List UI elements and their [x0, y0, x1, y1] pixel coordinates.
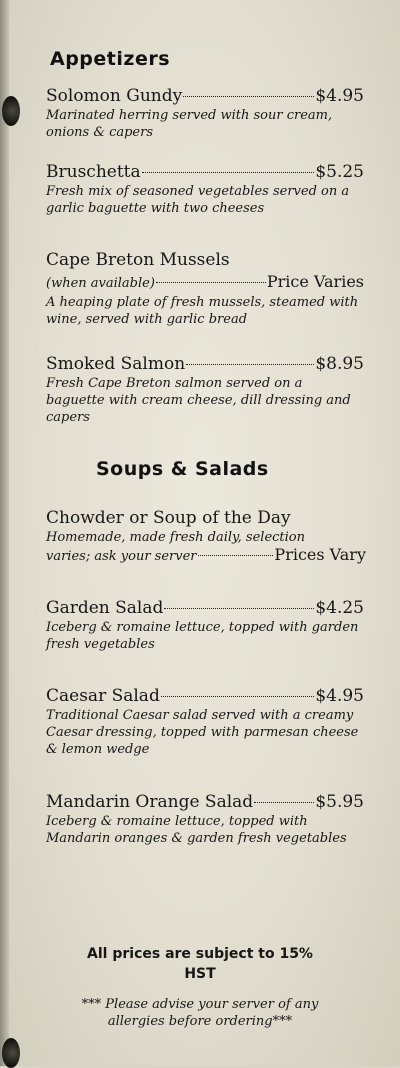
dot-leader [161, 696, 314, 697]
item-price: Price Varies [266, 272, 364, 291]
menu-item-garden-salad [46, 598, 364, 653]
item-name: Garden Salad [46, 598, 164, 618]
item-name: Caesar Salad [46, 686, 160, 706]
section-heading-appetizers: Appetizers [50, 48, 171, 70]
item-description: Fresh mix of seasoned vegetables served on a garlic baguette with two cheeses [46, 184, 350, 216]
item-note: varies; ask your server [46, 549, 197, 564]
menu-item-caesar-salad [46, 686, 364, 758]
menu-item-cape-breton-mussels [46, 250, 364, 328]
menu-item-bruschetta [46, 162, 364, 217]
item-description: Iceberg & romaine lettuce, topped with garden fresh vegetables [46, 620, 359, 652]
item-description: A heaping plate of fresh mussels, steamed with wine, served with garlic bread [46, 295, 359, 327]
item-description: Homemade, made fresh daily, selection [46, 530, 306, 545]
item-price: $4.25 [315, 598, 364, 618]
menu-item-mandarin-orange-salad [46, 792, 364, 847]
binder-hole [2, 96, 20, 126]
item-price: $4.95 [315, 686, 364, 706]
item-name: Smoked Salmon [46, 354, 186, 374]
item-description: Traditional Caesar salad served with a creamy Caesar dressing, topped with parmesan cheese & lemon wedge [46, 708, 359, 757]
page-edge [0, 0, 9, 1066]
item-price: $5.25 [315, 162, 364, 182]
dot-leader [198, 555, 274, 556]
item-description: Iceberg & romaine lettuce, topped with Mandarin oranges & garden fresh vegetables [46, 814, 347, 846]
tax-note: All prices are subject to 15% HST [87, 946, 313, 982]
dot-leader [183, 96, 314, 97]
item-price: $4.95 [315, 86, 364, 106]
item-name: Mandarin Orange Salad [46, 792, 254, 812]
item-description: Fresh Cape Breton salmon served on a baguette with cream cheese, dill dressing and capers [46, 376, 351, 425]
item-price: Prices Vary [274, 545, 366, 564]
dot-leader [156, 282, 266, 283]
dot-leader [164, 608, 314, 609]
section-heading-soups-salads: Soups & Salads [96, 458, 269, 480]
menu-item-smoked-salmon [46, 354, 364, 426]
item-name: Cape Breton Mussels [46, 250, 230, 270]
dot-leader [186, 364, 314, 365]
footer [70, 944, 330, 1030]
item-description: Marinated herring served with sour cream, onions & capers [46, 108, 333, 140]
dot-leader [142, 172, 315, 173]
item-price: $5.95 [315, 792, 364, 812]
item-name: Bruschetta [46, 162, 141, 182]
item-name: Solomon Gundy [46, 86, 183, 106]
allergy-note: *** Please advise your server of any allergies before ordering*** [81, 997, 319, 1029]
item-availability: (when available) [46, 276, 155, 291]
dot-leader [254, 802, 314, 803]
item-price: $8.95 [315, 354, 364, 374]
menu-item-chowder [46, 508, 366, 566]
item-name: Chowder or Soup of the Day [46, 508, 291, 528]
menu-item-solomon-gundy [46, 86, 364, 141]
binder-hole [2, 1038, 20, 1068]
